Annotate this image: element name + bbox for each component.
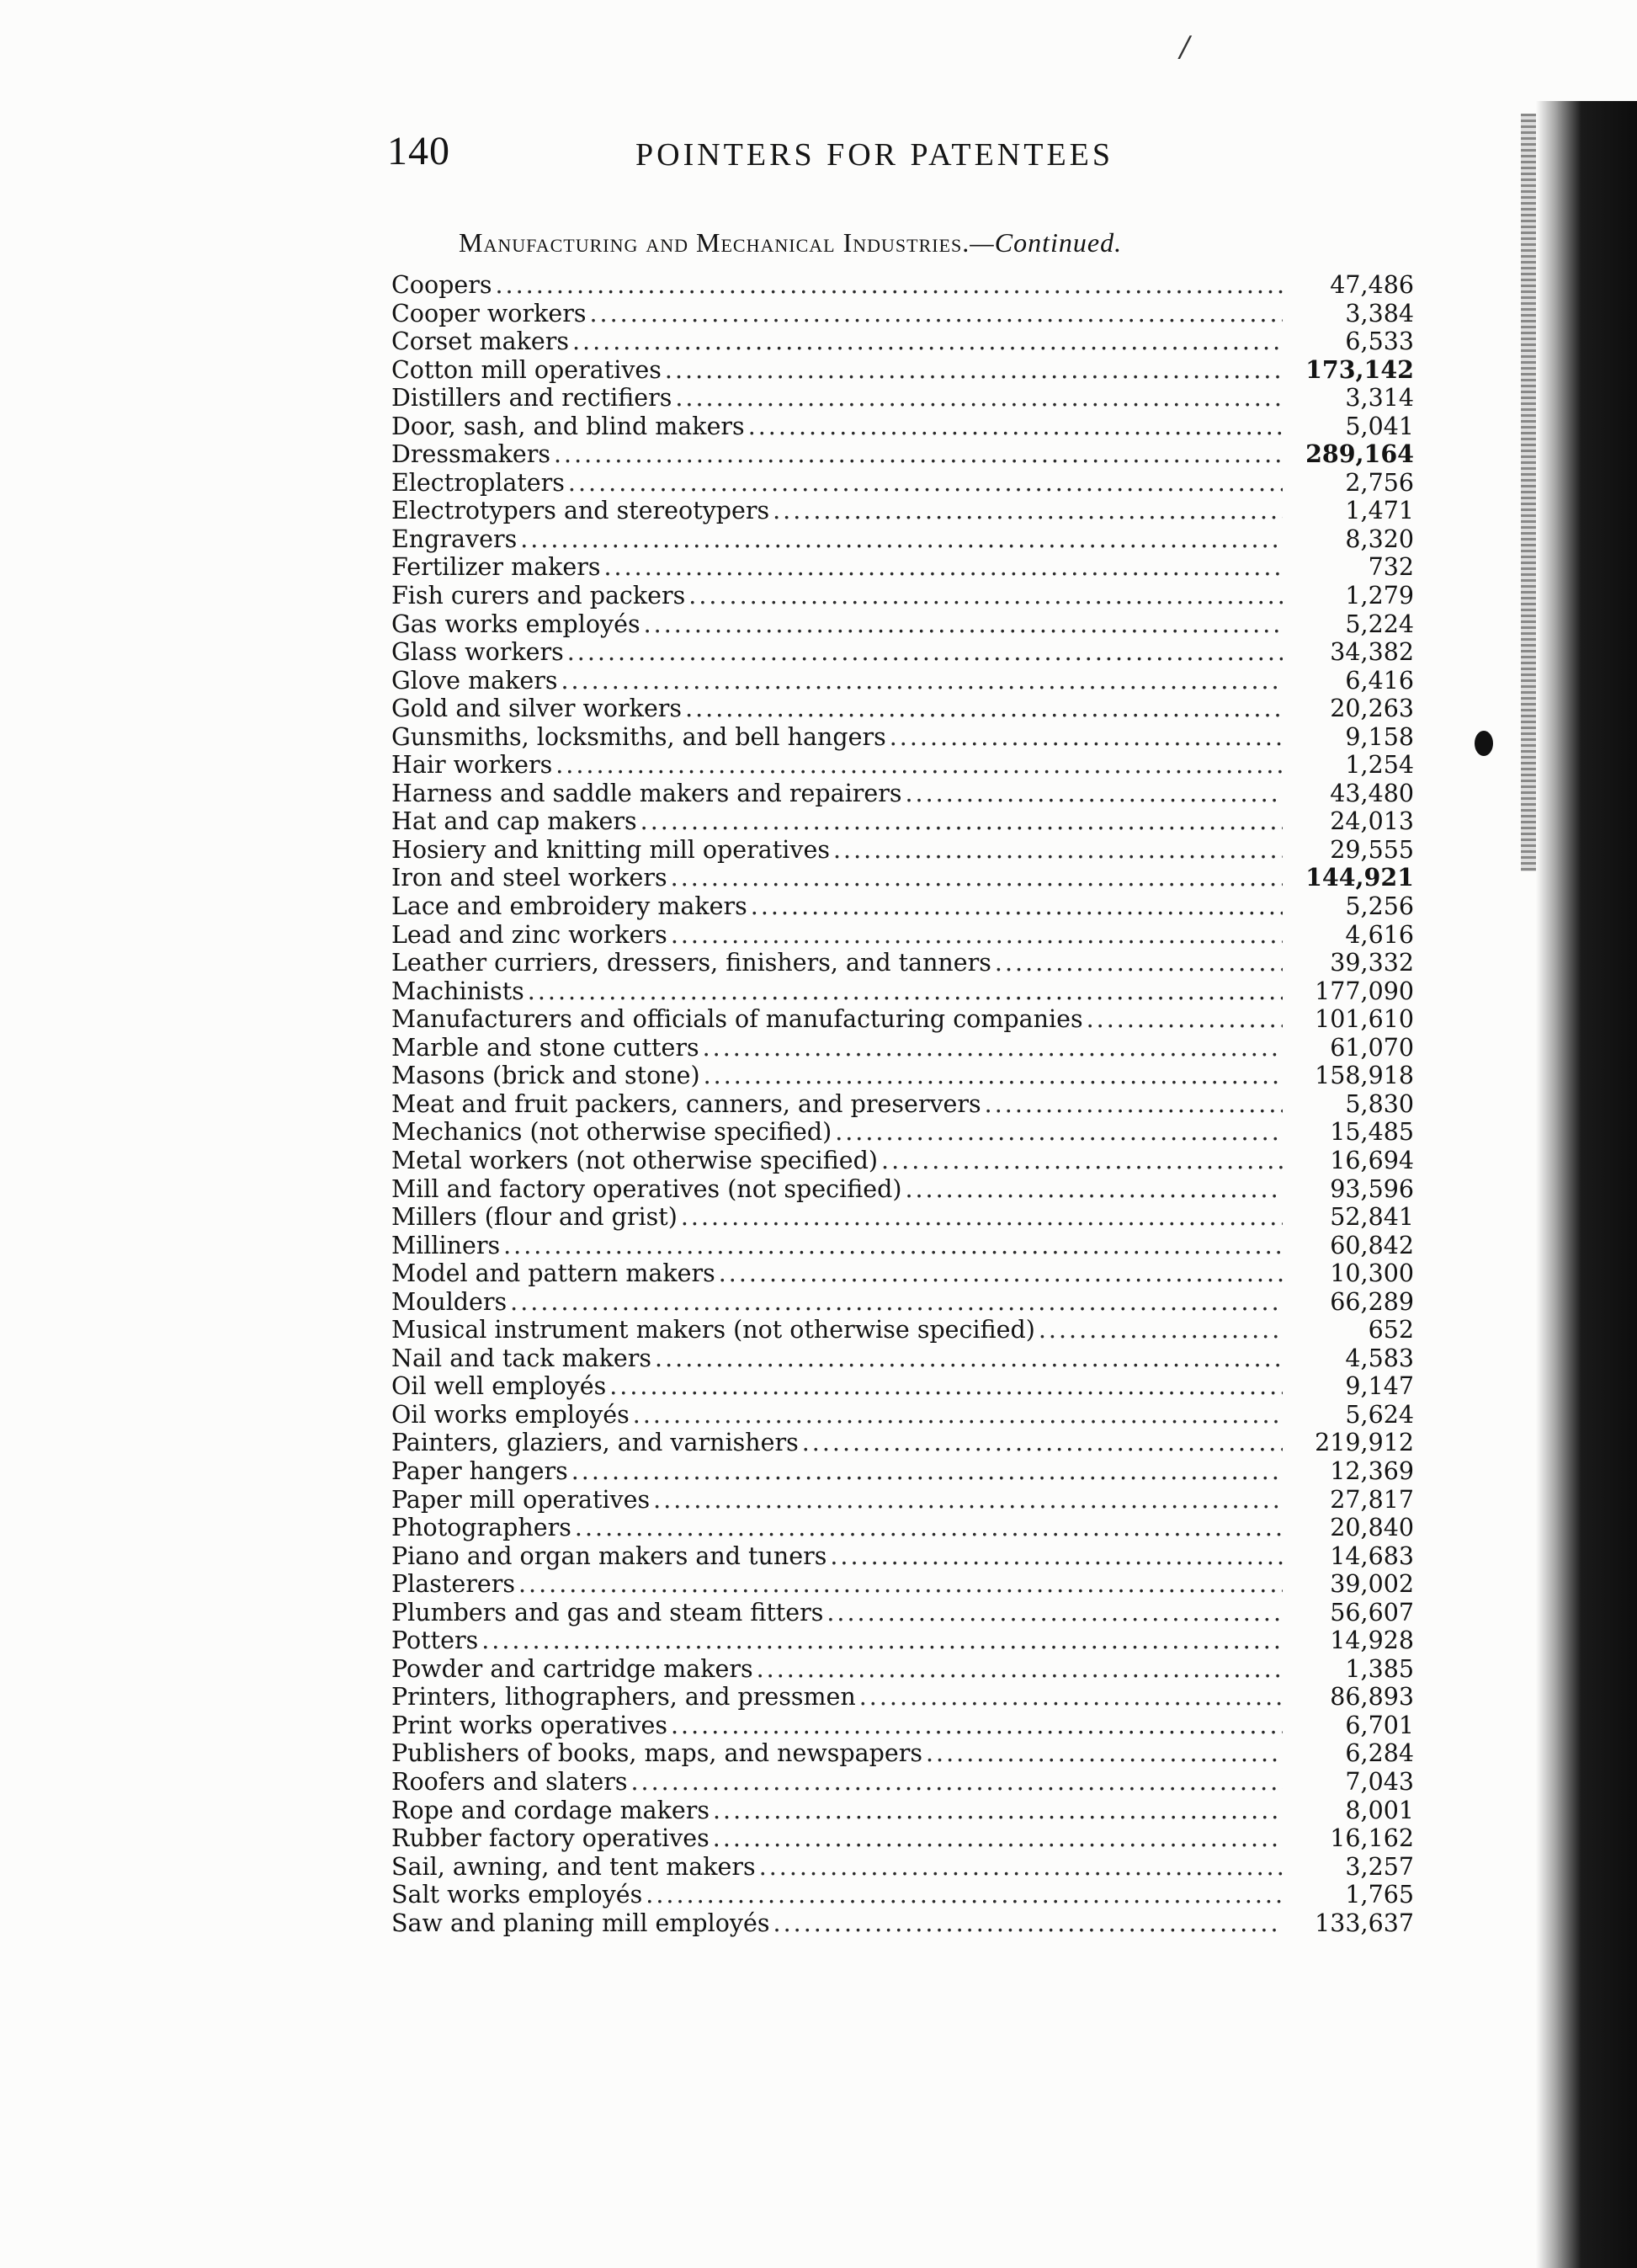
dot-leader <box>713 1797 1283 1825</box>
occupation-count: 8,001 <box>1345 1796 1414 1824</box>
table-row <box>391 807 1414 836</box>
table-row <box>391 836 1414 865</box>
dot-leader <box>713 1824 1283 1853</box>
dot-leader <box>554 440 1283 469</box>
occupation-label: Salt works employés <box>391 1881 643 1909</box>
binding-gutter-shadow <box>1536 101 1637 2268</box>
occupation-count: 9,158 <box>1345 722 1414 751</box>
dot-leader <box>510 1288 1283 1317</box>
table-row <box>391 1683 1414 1712</box>
table-row <box>391 977 1414 1006</box>
occupation-label: Oil works employés <box>391 1400 630 1429</box>
running-head: POINTERS FOR PATENTEES <box>635 137 1114 173</box>
dot-leader <box>655 1344 1283 1373</box>
occupation-label: Meat and fruit packers, canners, and preservers <box>391 1089 981 1118</box>
section-continued: —Continued. <box>970 227 1123 258</box>
dot-leader <box>773 497 1283 525</box>
occupation-label: Dressmakers <box>391 440 550 469</box>
table-row <box>391 1599 1414 1627</box>
table-row <box>391 892 1414 921</box>
dot-leader <box>481 1626 1283 1655</box>
occupation-count: 4,616 <box>1345 920 1414 949</box>
occupation-count: 5,256 <box>1345 892 1414 921</box>
occupation-count: 39,332 <box>1330 949 1414 977</box>
occupation-count: 47,486 <box>1330 271 1414 299</box>
occupation-label: Millers (flour and grist) <box>391 1203 678 1232</box>
occupation-label: Gold and silver workers <box>391 695 683 723</box>
occupation-count: 14,683 <box>1330 1541 1414 1570</box>
occupation-label: Hosiery and knitting mill operatives <box>391 835 830 864</box>
table-row <box>391 1203 1414 1232</box>
table-row <box>391 1372 1414 1401</box>
occupation-label: Fish curers and packers <box>391 582 686 610</box>
dot-leader <box>985 1090 1283 1119</box>
binding-gutter-texture <box>1521 114 1536 871</box>
section-title-text: Manufacturing and Mechanical Industries. <box>459 227 970 258</box>
occupation-label: Marble and stone cutters <box>391 1033 699 1062</box>
dot-leader <box>520 525 1283 554</box>
occupation-count: 5,224 <box>1345 610 1414 638</box>
dot-leader <box>826 1599 1283 1627</box>
occupation-label: Plumbers and gas and steam fitters <box>391 1598 824 1626</box>
table-row <box>391 1486 1414 1515</box>
table-row <box>391 384 1414 413</box>
table-row <box>391 1655 1414 1684</box>
table-row <box>391 1739 1414 1768</box>
occupation-label: Painters, glaziers, and varnishers <box>391 1429 799 1457</box>
table-row <box>391 1344 1414 1373</box>
occupation-label: Moulders <box>391 1287 508 1316</box>
table-row <box>391 921 1414 950</box>
occupation-count: 66,289 <box>1330 1287 1414 1316</box>
occupation-count: 34,382 <box>1330 638 1414 667</box>
dot-leader <box>926 1739 1283 1768</box>
table-row <box>391 497 1414 525</box>
dot-leader <box>589 300 1283 328</box>
occupation-count: 3,314 <box>1345 384 1414 413</box>
occupation-count: 6,284 <box>1345 1739 1414 1768</box>
occupation-label: Mill and factory operatives (not specified) <box>391 1174 902 1203</box>
occupation-label: Mechanics (not otherwise specified) <box>391 1118 832 1147</box>
dot-leader <box>665 356 1283 385</box>
table-row <box>391 1626 1414 1655</box>
occupation-label: Cooper workers <box>391 299 587 327</box>
occupation-label: Paper mill operatives <box>391 1485 651 1514</box>
table-row <box>391 780 1414 808</box>
occupation-count: 10,300 <box>1330 1259 1414 1288</box>
ink-speck <box>1475 731 1493 756</box>
dot-leader <box>503 1232 1283 1260</box>
occupation-label: Glass workers <box>391 638 564 667</box>
occupation-count: 2,756 <box>1345 468 1414 497</box>
occupation-count: 4,583 <box>1345 1344 1414 1372</box>
table-row <box>391 271 1414 300</box>
dot-leader <box>671 1712 1283 1740</box>
occupation-count: 20,840 <box>1330 1514 1414 1542</box>
table-row <box>391 1259 1414 1288</box>
occupation-label: Plasterers <box>391 1570 515 1599</box>
occupation-count: 1,254 <box>1345 751 1414 780</box>
dot-leader <box>859 1683 1283 1712</box>
dot-leader <box>603 553 1283 582</box>
occupation-label: Coopers <box>391 271 492 299</box>
table-row <box>391 1824 1414 1853</box>
occupation-count: 732 <box>1368 553 1414 582</box>
table-row <box>391 469 1414 498</box>
occupation-label: Electrotypers and stereotypers <box>391 497 770 525</box>
table-row <box>391 1881 1414 1909</box>
occupation-count: 8,320 <box>1345 524 1414 553</box>
table-row <box>391 638 1414 667</box>
occupation-label: Print works operatives <box>391 1711 667 1739</box>
occupation-count: 652 <box>1368 1316 1414 1344</box>
occupation-count: 133,637 <box>1315 1909 1414 1937</box>
occupation-count: 6,533 <box>1345 327 1414 356</box>
occupation-count: 1,279 <box>1345 582 1414 610</box>
occupation-count: 56,607 <box>1330 1598 1414 1626</box>
table-row <box>391 610 1414 639</box>
dot-leader <box>881 1147 1283 1175</box>
occupation-label: Distillers and rectifiers <box>391 384 672 413</box>
occupation-label: Iron and steel workers <box>391 864 667 892</box>
dot-leader <box>773 1909 1283 1938</box>
table-row <box>391 300 1414 328</box>
table-row <box>391 949 1414 977</box>
occupation-label: Door, sash, and blind makers <box>391 412 745 440</box>
dot-leader <box>719 1259 1283 1288</box>
dot-leader <box>630 1768 1283 1797</box>
dot-leader <box>830 1542 1283 1571</box>
occupation-label: Piano and organ makers and tuners <box>391 1541 827 1570</box>
occupation-label: Lace and embroidery makers <box>391 892 747 921</box>
occupation-count: 60,842 <box>1330 1231 1414 1259</box>
dot-leader <box>905 1175 1283 1204</box>
occupation-label: Machinists <box>391 977 524 1005</box>
occupation-count: 27,817 <box>1330 1485 1414 1514</box>
occupation-label: Paper hangers <box>391 1456 568 1485</box>
occupation-label: Potters <box>391 1626 479 1655</box>
occupation-label: Photographers <box>391 1514 571 1542</box>
occupation-label: Oil well employés <box>391 1372 607 1401</box>
occupation-label: Model and pattern makers <box>391 1259 715 1288</box>
occupation-count: 14,928 <box>1330 1626 1414 1655</box>
occupation-label: Engravers <box>391 524 518 553</box>
occupation-label: Rope and cordage makers <box>391 1796 710 1824</box>
occupation-table <box>391 271 1414 1937</box>
table-row <box>391 1175 1414 1204</box>
occupation-count: 6,416 <box>1345 666 1414 695</box>
dot-leader <box>1039 1316 1283 1344</box>
dot-leader <box>995 949 1283 977</box>
occupation-count: 61,070 <box>1330 1033 1414 1062</box>
table-row <box>391 356 1414 385</box>
dot-leader <box>675 384 1283 413</box>
dot-leader <box>890 723 1283 752</box>
occupation-count: 7,043 <box>1345 1767 1414 1796</box>
table-row <box>391 1147 1414 1175</box>
occupation-label: Manufacturers and officials of manufacturing companies <box>391 1005 1083 1034</box>
occupation-count: 12,369 <box>1330 1456 1414 1485</box>
table-row <box>391 1090 1414 1119</box>
table-row <box>391 1232 1414 1260</box>
dot-leader <box>633 1401 1283 1429</box>
occupation-label: Saw and planing mill employés <box>391 1909 770 1937</box>
dot-leader <box>681 1203 1283 1232</box>
table-row <box>391 751 1414 780</box>
occupation-label: Leather curriers, dressers, finishers, and tanners <box>391 949 991 977</box>
occupation-label: Gas works employés <box>391 610 640 638</box>
table-row <box>391 1118 1414 1147</box>
occupation-count: 20,263 <box>1330 695 1414 723</box>
occupation-count: 5,041 <box>1345 412 1414 440</box>
occupation-count: 6,701 <box>1345 1711 1414 1739</box>
occupation-label: Harness and saddle makers and repairers <box>391 779 902 807</box>
occupation-label: Sail, awning, and tent makers <box>391 1852 756 1881</box>
dot-leader <box>640 807 1283 836</box>
occupation-label: Hat and cap makers <box>391 807 637 836</box>
table-row <box>391 864 1414 892</box>
table-row <box>391 1401 1414 1429</box>
table-row <box>391 1768 1414 1797</box>
table-row <box>391 667 1414 695</box>
occupation-label: Lead and zinc workers <box>391 920 667 949</box>
occupation-count: 86,893 <box>1330 1683 1414 1712</box>
dot-leader <box>646 1881 1283 1909</box>
dot-leader <box>567 638 1283 667</box>
occupation-count: 5,830 <box>1345 1089 1414 1118</box>
occupation-count: 9,147 <box>1345 1372 1414 1401</box>
occupation-label: Masons (brick and stone) <box>391 1062 700 1090</box>
table-row <box>391 1542 1414 1571</box>
table-row <box>391 1909 1414 1938</box>
occupation-count: 1,765 <box>1345 1881 1414 1909</box>
occupation-count: 52,841 <box>1330 1203 1414 1232</box>
table-row <box>391 553 1414 582</box>
dot-leader <box>833 836 1283 865</box>
table-row <box>391 1005 1414 1034</box>
occupation-count: 177,090 <box>1315 977 1414 1005</box>
dot-leader <box>751 892 1283 921</box>
occupation-label: Glove makers <box>391 666 558 695</box>
occupation-count: 16,694 <box>1330 1146 1414 1174</box>
occupation-label: Printers, lithographers, and pressmen <box>391 1683 856 1712</box>
occupation-count: 29,555 <box>1330 835 1414 864</box>
occupation-label: Nail and tack makers <box>391 1344 652 1372</box>
occupation-count: 15,485 <box>1330 1118 1414 1147</box>
dot-leader <box>575 1514 1283 1542</box>
occupation-label: Roofers and slaters <box>391 1767 628 1796</box>
dot-leader <box>609 1372 1283 1401</box>
occupation-count: 1,471 <box>1345 497 1414 525</box>
occupation-count: 3,384 <box>1345 299 1414 327</box>
occupation-count: 43,480 <box>1330 779 1414 807</box>
table-row <box>391 582 1414 610</box>
occupation-count: 158,918 <box>1315 1062 1414 1090</box>
occupation-count: 144,921 <box>1305 863 1414 892</box>
dot-leader <box>906 780 1284 808</box>
dot-leader <box>688 582 1283 610</box>
dot-leader <box>671 864 1283 892</box>
section-title <box>459 227 1122 258</box>
occupation-count: 101,610 <box>1315 1005 1414 1034</box>
occupation-label: Metal workers (not otherwise specified) <box>391 1146 879 1174</box>
dot-leader <box>835 1118 1283 1147</box>
table-row <box>391 1712 1414 1740</box>
occupation-label: Cotton mill operatives <box>391 355 662 384</box>
occupation-label: Publishers of books, maps, and newspapers <box>391 1739 922 1768</box>
dot-leader <box>555 751 1283 780</box>
dot-leader <box>644 610 1283 639</box>
table-row <box>391 723 1414 752</box>
table-row <box>391 1797 1414 1825</box>
occupation-label: Electroplaters <box>391 468 565 497</box>
occupation-label: Rubber factory operatives <box>391 1824 710 1853</box>
table-row <box>391 695 1414 723</box>
dot-leader <box>802 1429 1283 1457</box>
occupation-count: 173,142 <box>1305 354 1414 384</box>
dot-leader <box>757 1655 1283 1684</box>
table-row <box>391 327 1414 356</box>
table-row <box>391 1034 1414 1062</box>
occupation-label: Corset makers <box>391 327 569 356</box>
occupation-label: Musical instrument makers (not otherwise specified) <box>391 1316 1035 1344</box>
occupation-label: Fertilizer makers <box>391 553 601 582</box>
occupation-count: 219,912 <box>1315 1429 1414 1457</box>
table-row <box>391 413 1414 441</box>
table-row <box>391 1288 1414 1317</box>
dot-leader <box>685 695 1283 723</box>
dot-leader <box>703 1034 1283 1062</box>
pencil-mark: / <box>1180 30 1190 64</box>
dot-leader <box>518 1570 1283 1599</box>
occupation-count: 1,385 <box>1345 1654 1414 1683</box>
dot-leader <box>671 921 1283 950</box>
occupation-count: 93,596 <box>1330 1174 1414 1203</box>
table-row <box>391 1570 1414 1599</box>
occupation-count: 5,624 <box>1345 1400 1414 1429</box>
dot-leader <box>568 469 1283 498</box>
occupation-label: Powder and cartridge makers <box>391 1654 753 1683</box>
dot-leader <box>495 271 1283 300</box>
occupation-count: 16,162 <box>1330 1824 1414 1853</box>
dot-leader <box>748 413 1283 441</box>
table-row <box>391 1429 1414 1457</box>
table-row <box>391 525 1414 554</box>
dot-leader <box>653 1486 1283 1515</box>
occupation-count: 39,002 <box>1330 1570 1414 1599</box>
page-number: 140 <box>387 129 450 173</box>
table-row <box>391 1062 1414 1090</box>
table-row <box>391 1853 1414 1882</box>
table-row <box>391 1514 1414 1542</box>
dot-leader <box>759 1853 1283 1882</box>
dot-leader <box>1087 1005 1283 1034</box>
table-row <box>391 1316 1414 1344</box>
occupation-count: 3,257 <box>1345 1852 1414 1881</box>
dot-leader <box>561 667 1283 695</box>
dot-leader <box>528 977 1283 1006</box>
occupation-label: Hair workers <box>391 751 553 780</box>
occupation-count: 24,013 <box>1330 807 1414 836</box>
table-row <box>391 1457 1414 1486</box>
dot-leader <box>704 1062 1283 1090</box>
occupation-label: Gunsmiths, locksmiths, and bell hangers <box>391 722 886 751</box>
dot-leader <box>572 327 1283 356</box>
occupation-count: 289,164 <box>1305 439 1414 469</box>
occupation-label: Milliners <box>391 1231 501 1259</box>
dot-leader <box>571 1457 1283 1486</box>
table-row <box>391 440 1414 469</box>
